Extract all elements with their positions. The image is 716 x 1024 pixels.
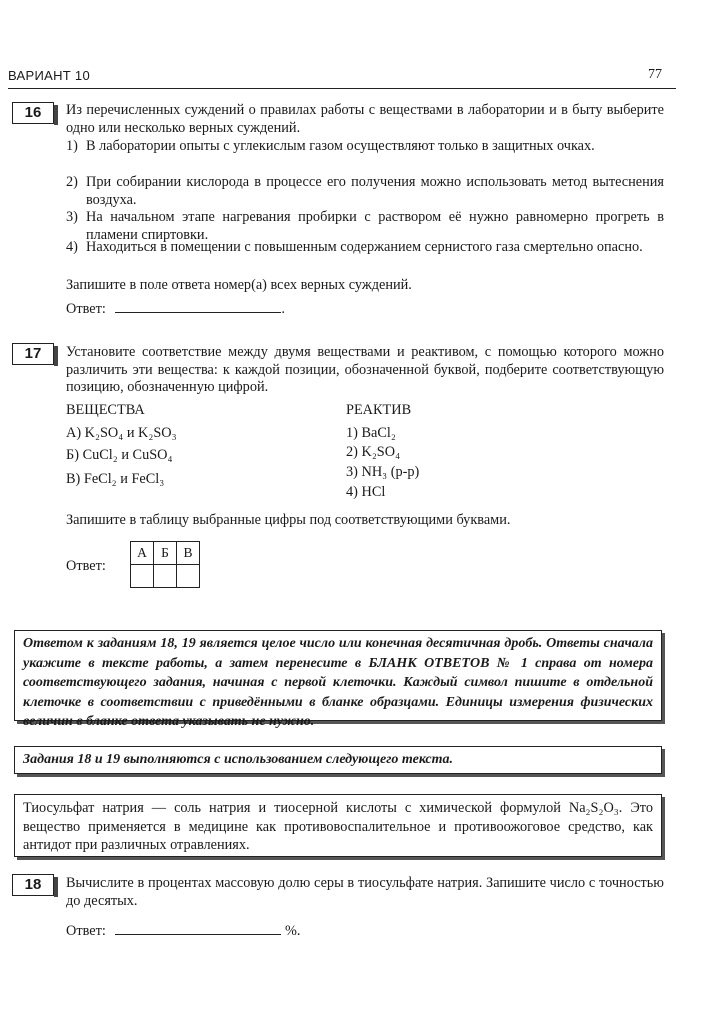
substance-b-label: Б) bbox=[66, 447, 79, 463]
reagent-3 bbox=[346, 464, 419, 482]
q17-instruction: Запишите в таблицу выбранные цифры под соответствующими буквами. bbox=[66, 512, 511, 528]
q16-answer-field[interactable] bbox=[115, 298, 281, 313]
q18-answer-unit: %. bbox=[284, 923, 301, 939]
reagent-4 bbox=[346, 484, 385, 502]
reagent-1-text: BaCl₂ bbox=[361, 425, 396, 441]
reagent-2 bbox=[346, 444, 400, 462]
reagent-2-text: K₂SO₄ bbox=[361, 444, 401, 460]
question-16-number: 16 bbox=[12, 102, 54, 124]
q16-answer-label: Ответ: bbox=[66, 301, 106, 317]
passage-box bbox=[14, 794, 662, 857]
variant-header: ВАРИАНТ 10 bbox=[8, 68, 90, 83]
header-rule bbox=[8, 88, 676, 89]
reagent-2-label: 2) bbox=[346, 444, 358, 460]
q18-answer-line bbox=[66, 920, 300, 941]
q17-table-header-c: В bbox=[177, 542, 200, 565]
substance-c-label: В) bbox=[66, 471, 81, 487]
q16-item-3-text: На начальном этапе нагревания пробирки с раствором её нужно равномерно прогреть в пламени спиртовки. bbox=[86, 209, 664, 243]
reagent-3-text: NH₃ (р-р) bbox=[361, 464, 420, 480]
q16-item-2-text: При собирании кислорода в процессе его получения можно использовать метод вытеснения воздуха. bbox=[86, 174, 664, 208]
substance-a-text: K₂SO₄ и K₂SO₃ bbox=[84, 425, 177, 441]
q18-answer-field[interactable] bbox=[115, 920, 281, 935]
substances-heading: ВЕЩЕСТВА bbox=[66, 402, 145, 418]
q16-item-1-text: В лаборатории опыты с углекислым газом осуществляют только в защитных очках. bbox=[86, 138, 595, 154]
q16-answer-end: . bbox=[281, 301, 285, 317]
substance-b bbox=[66, 447, 172, 465]
question-18-text: Вычислите в процентах массовую долю серы в тиосульфате натрия. Запишите число с точностью до десятых. bbox=[66, 875, 664, 909]
q18-answer-label: Ответ: bbox=[66, 923, 106, 939]
question-17-intro: Установите соответствие между двумя веществами и реактивом, с помощью которого можно различить эти вещества: к каждой позиции, обозначенной буквой, подберите соответствующую позицию, обозначенную цифрой. bbox=[66, 344, 664, 395]
question-17-number: 17 bbox=[12, 343, 54, 365]
q16-item-4-text: Находиться в помещении с повышенным содержанием сернистого газа смертельно опасно. bbox=[86, 239, 643, 255]
substance-c bbox=[66, 471, 164, 489]
q17-answer-cell-b[interactable] bbox=[154, 565, 177, 588]
q16-instruction: Запишите в поле ответа номер(а) всех верных суждений. bbox=[66, 277, 412, 293]
question-16-intro: Из перечисленных суждений о правилах работы с веществами в лаборатории и в быту выберите одно или несколько верных суждений. bbox=[66, 102, 664, 136]
text-usage-notice: Задания 18 и 19 выполняются с использованием следующего текста. bbox=[14, 746, 662, 774]
q17-table-header-a: А bbox=[131, 542, 154, 565]
substance-b-text: CuCl₂ и CuSO₄ bbox=[82, 447, 173, 463]
q16-answer-line bbox=[66, 298, 285, 319]
reagent-3-label: 3) bbox=[346, 464, 358, 480]
answer-format-notice: Ответом к заданиям 18, 19 является целое число или конечная десятичная дробь. Ответы сначала укажите в тексте работы, а затем перенесите в БЛАНК ОТВЕТОВ № 1 справа от номера соответствующего задания, начиная с первой клеточки. Каждый символ пишите в отдельной клеточке в соответствии с приведёнными в бланке образцами. Единицы измерения физических величин в бланке ответа указывать не нужно. bbox=[14, 630, 662, 721]
reagent-4-label: 4) bbox=[346, 484, 358, 500]
substance-c-text: FeCl₂ и FeCl₃ bbox=[83, 471, 165, 487]
q16-item-4-label: 4) bbox=[66, 239, 78, 255]
passage-text: Тиосульфат натрия — соль натрия и тиосерной кислоты с химической формулой Na₂S₂O₃. Это вещество применяется в медицине как противовоспалительное и противоожоговое средство, как антидот при различных отравлениях. bbox=[23, 800, 653, 853]
q17-answer-label: Ответ: bbox=[66, 558, 106, 574]
q17-answer-cell-a[interactable] bbox=[131, 565, 154, 588]
question-18-number: 18 bbox=[12, 874, 54, 896]
substance-a-label: А) bbox=[66, 425, 82, 441]
q16-item-2-label: 2) bbox=[66, 174, 78, 190]
substance-a bbox=[66, 425, 177, 443]
reagent-4-text: HCl bbox=[361, 484, 386, 500]
q16-item-3-label: 3) bbox=[66, 209, 78, 225]
q17-answer-cell-c[interactable] bbox=[177, 565, 200, 588]
page-number: 77 bbox=[648, 67, 662, 82]
q17-answer-table bbox=[130, 541, 200, 588]
reagent-heading: РЕАКТИВ bbox=[346, 402, 412, 418]
reagent-1-label: 1) bbox=[346, 425, 358, 441]
reagent-1 bbox=[346, 425, 396, 443]
q16-item-1-label: 1) bbox=[66, 138, 78, 154]
q17-table-header-b: Б bbox=[154, 542, 177, 565]
